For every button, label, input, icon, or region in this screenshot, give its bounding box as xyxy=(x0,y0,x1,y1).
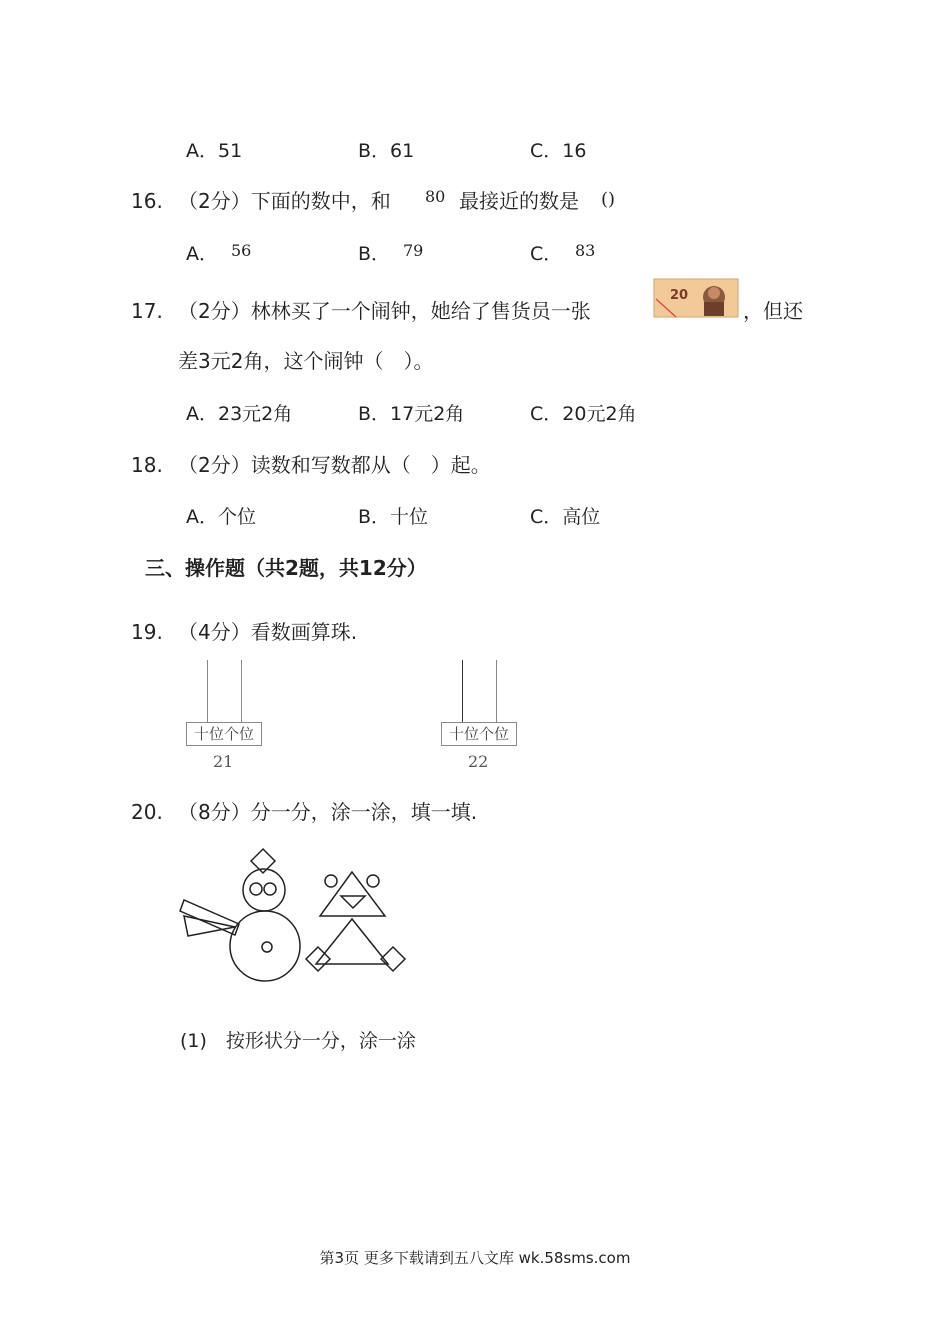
q17-line1b: ，但还 xyxy=(743,299,803,323)
abacus-rod-tens xyxy=(462,660,463,722)
q16-option-b[interactable]: B． xyxy=(358,243,391,265)
q18-option-a[interactable]: A．个位 xyxy=(186,506,256,528)
abacus-base-label: 十位个位 xyxy=(186,722,262,746)
q20-sub1: (1) 按形状分一分，涂一涂 xyxy=(180,1030,416,1052)
q17-line2: 差3元2角，这个闹钟（ ）。 xyxy=(178,349,434,373)
q16-value: 80 xyxy=(425,187,446,206)
shapes-figure xyxy=(175,840,415,1000)
abacus-21[interactable] xyxy=(186,660,264,748)
page-footer: 第3页 更多下载请到五八文库 wk.58sms.com xyxy=(319,1249,631,1267)
q18-option-c[interactable]: C．高位 xyxy=(530,506,601,528)
q17-option-a[interactable]: A．23元2角 xyxy=(186,403,293,425)
q16-option-c-value: 83 xyxy=(575,241,596,260)
q18-text: （2分）读数和写数都从（ ）起。 xyxy=(178,453,491,477)
bear-body-triangle xyxy=(316,919,388,964)
q20-number: 20. xyxy=(131,800,163,824)
snowman-eye-left xyxy=(250,883,262,895)
q17-option-b[interactable]: B．17元2角 xyxy=(358,403,465,425)
snowman-eye-right xyxy=(264,883,276,895)
bear-head-triangle xyxy=(320,872,385,916)
q15-option-c[interactable]: C．16 xyxy=(530,140,587,162)
q16-option-c[interactable]: C． xyxy=(530,243,563,265)
q20-text: （8分）分一分，涂一涂，填一填. xyxy=(178,800,478,824)
q16-text-a: （2分）下面的数中，和 xyxy=(178,189,391,213)
q18-option-b[interactable]: B．十位 xyxy=(358,506,429,528)
banknote-value: 20 xyxy=(670,288,689,303)
abacus-number-21: 21 xyxy=(213,752,234,771)
q17-option-c[interactable]: C．20元2角 xyxy=(530,403,637,425)
abacus-rod-ones xyxy=(241,660,242,722)
q16-option-a[interactable]: A． xyxy=(186,243,218,265)
q15-option-b[interactable]: B．61 xyxy=(358,140,415,162)
bear-nose-triangle xyxy=(341,896,365,908)
abacus-base-label: 十位个位 xyxy=(441,722,517,746)
banknote-image xyxy=(652,277,740,319)
q16-option-a-value: 56 xyxy=(231,241,252,260)
q17-number: 17. xyxy=(131,299,163,323)
section-heading: 三、操作题（共2题，共12分） xyxy=(145,556,427,580)
q16-option-b-value: 79 xyxy=(403,241,424,260)
q16-number: 16. xyxy=(131,189,163,213)
q19-text: （4分）看数画算珠. xyxy=(178,620,358,644)
abacus-rod-tens xyxy=(207,660,208,722)
snowman-body xyxy=(230,911,300,981)
abacus-number-22: 22 xyxy=(468,752,489,771)
abacus-22[interactable] xyxy=(441,660,519,748)
q16-paren: () xyxy=(601,189,616,210)
q17-line1a: （2分）林林买了一个闹钟，她给了售货员一张 xyxy=(178,299,591,323)
q18-number: 18. xyxy=(131,453,163,477)
q19-number: 19. xyxy=(131,620,163,644)
bear-ear-right xyxy=(367,875,379,887)
snowman-button xyxy=(262,942,272,952)
abacus-rod-ones xyxy=(496,660,497,722)
q16-text-b: 最接近的数是 xyxy=(459,189,579,213)
bear-ear-left xyxy=(325,875,337,887)
q15-option-a[interactable]: A．51 xyxy=(186,140,243,162)
